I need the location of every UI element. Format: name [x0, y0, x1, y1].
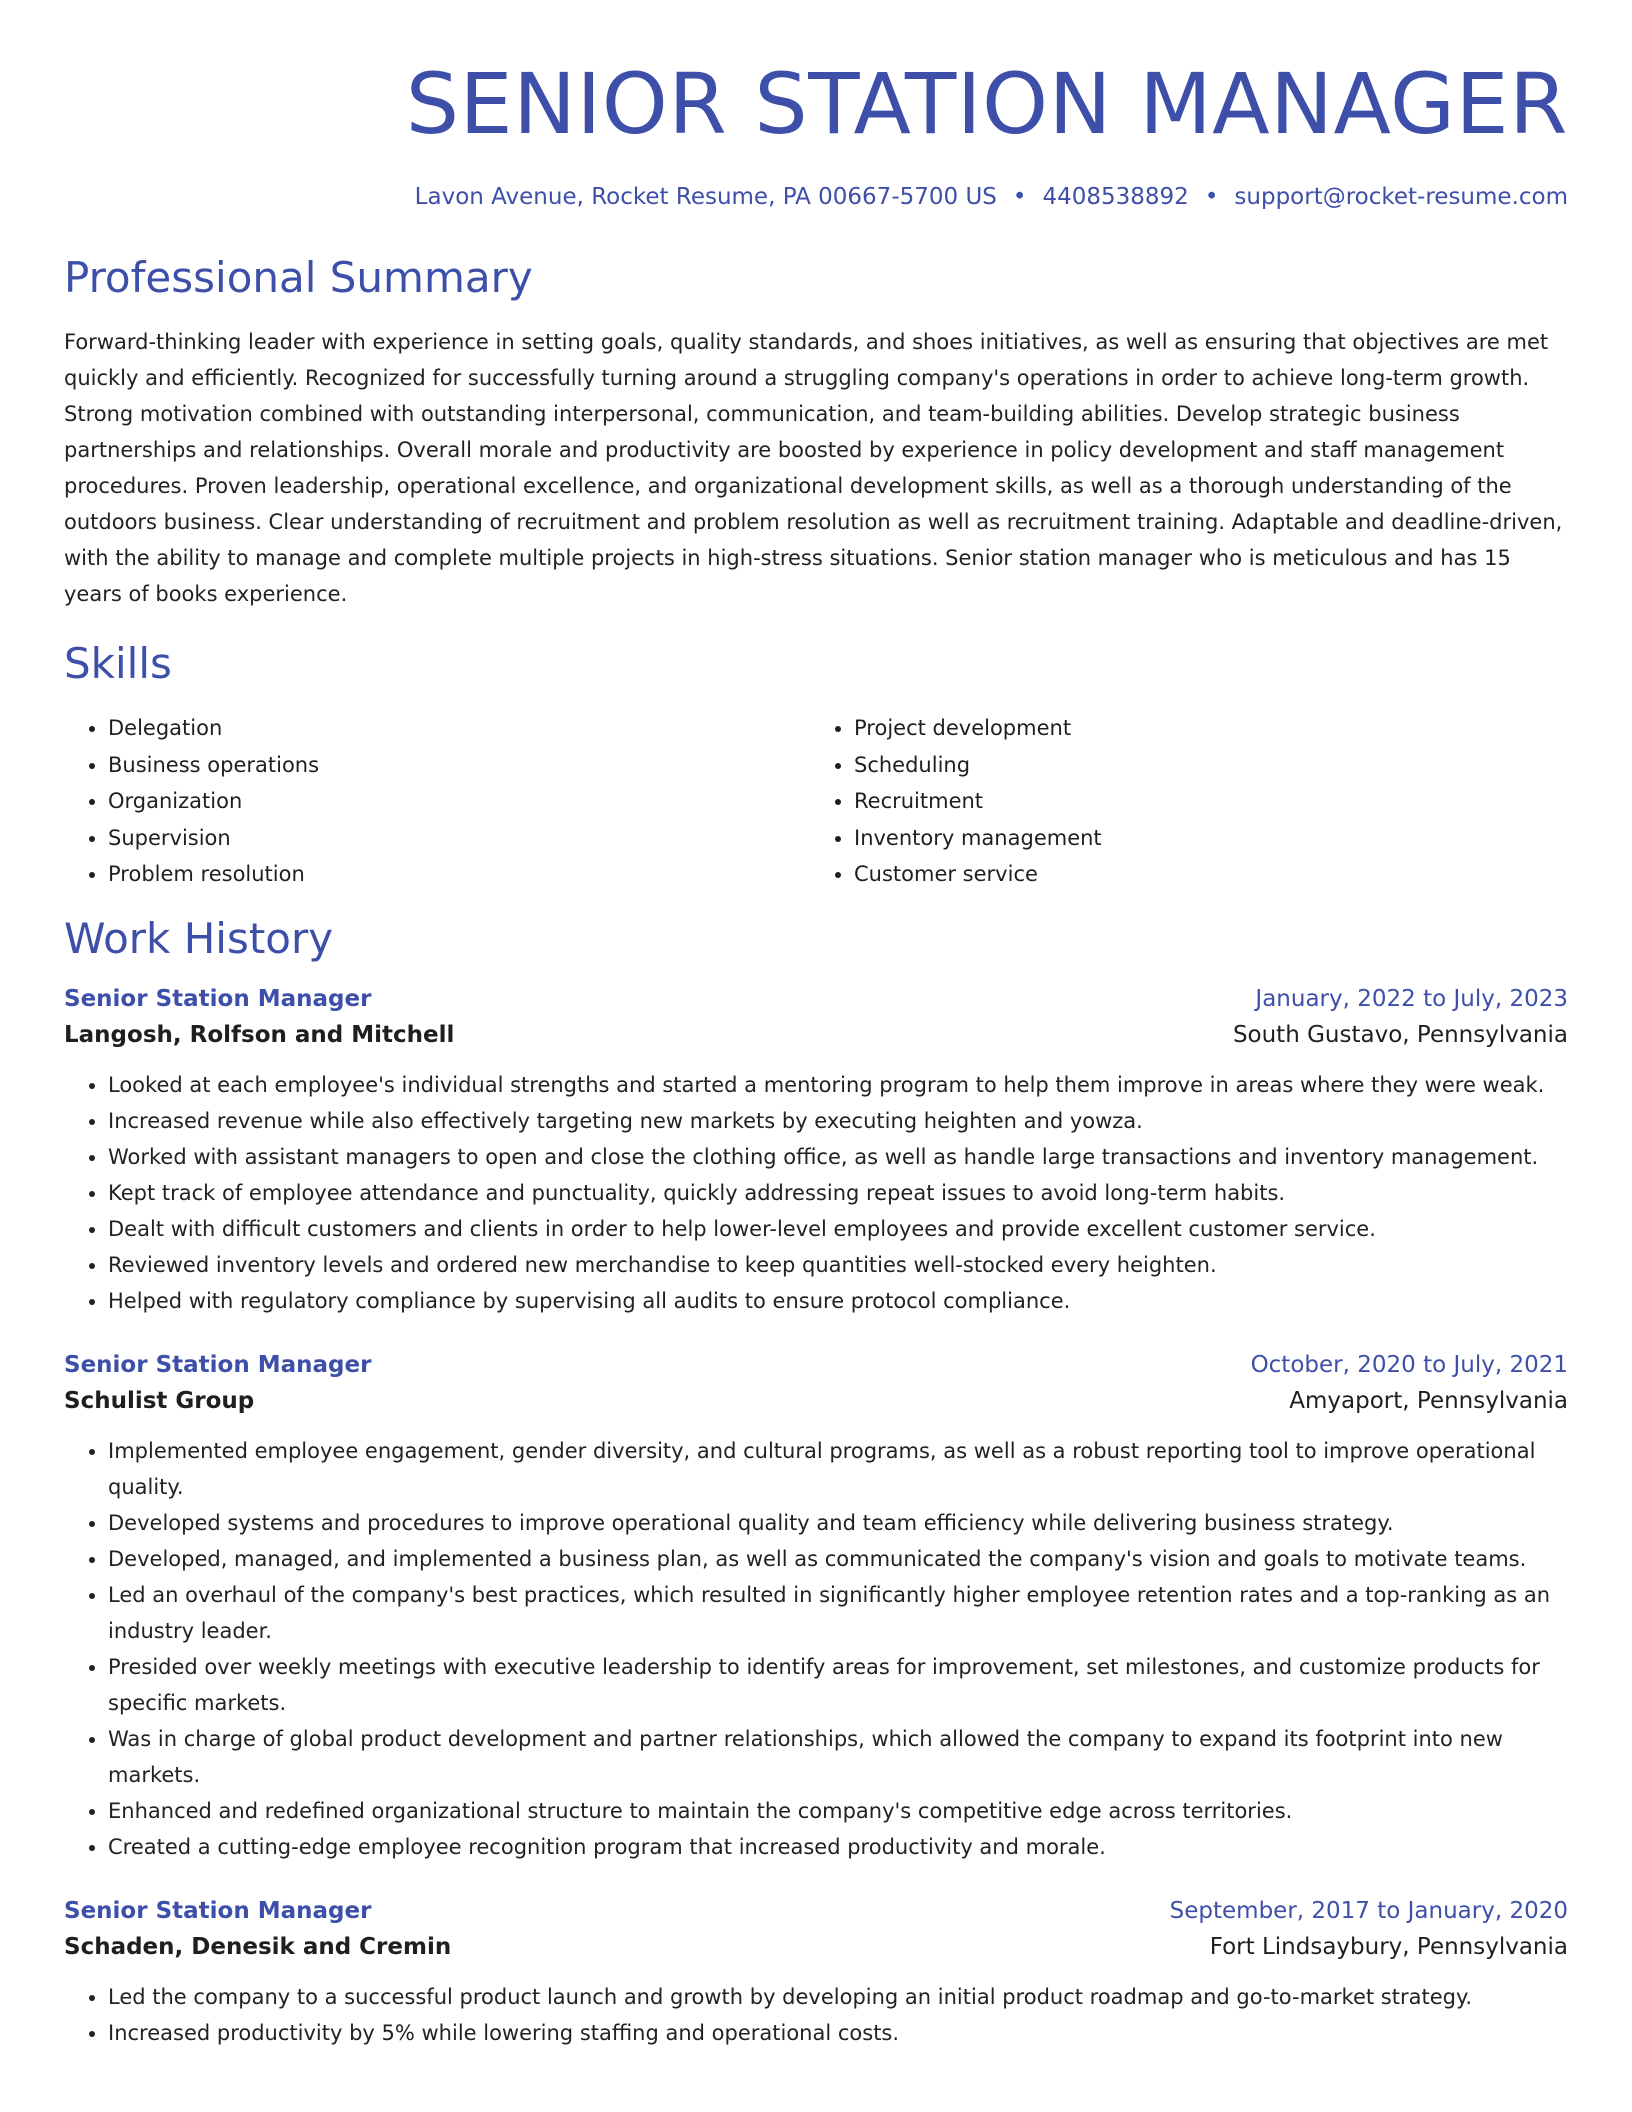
job-entry — [64, 1347, 1568, 1865]
job-bullet: • Reviewed inventory levels and ordered new merchandise to keep quantities well-stocked every heighten. — [108, 1247, 1568, 1283]
job-bullet: • Increased productivity by 5% while lowering staffing and operational costs. — [108, 2015, 1568, 2051]
summary-text: Forward-thinking leader with experience in setting goals, quality standards, and shoes initiatives, as well as ensuring that objectives are met quickly and efficiently. Recognized for successfully turning around a struggling company's operations in order to achieve long-term growth. Strong motivation combined with outstanding interpersonal, communication, and team-building abilities. Develop strategic business partnerships and relationships. Overall morale and productivity are boosted by experience in policy development and staff management procedures. Proven leadership, operational excellence, and organizational development skills, as well as a thorough understanding of the outdoors business. Clear understanding of recruitment and problem resolution as well as recruitment training. Adaptable and deadline-driven, with the ability to manage and complete multiple projects in high-stress situations. Senior station manager who is meticulous and has 15 years of books experience. — [64, 330, 1563, 606]
job-bullet: • Looked at each employee's individual strengths and started a mentoring program to help them improve in areas where they were weak. — [108, 1067, 1568, 1103]
job-header-row — [64, 1347, 1568, 1383]
skills-list — [64, 710, 1568, 893]
job-location: Amyaport, Pennsylvania — [1289, 1387, 1568, 1414]
job-dates: September, 2017 to January, 2020 — [1169, 1897, 1568, 1924]
contact-separator: • — [1204, 184, 1219, 210]
job-bullet: • Dealt with difficult customers and clients in order to help lower-level employees and provide excellent customer service. — [108, 1211, 1568, 1247]
job-entry — [64, 981, 1568, 1319]
job-bullets — [64, 1067, 1568, 1319]
contact-email: support@rocket-resume.com — [1234, 184, 1568, 210]
contact-address: Lavon Avenue, Rocket Resume, PA 00667-5700 US — [414, 184, 997, 210]
job-location: South Gustavo, Pennsylvania — [1232, 1021, 1568, 1048]
skill-item: • Inventory management — [854, 820, 1554, 857]
contact-separator: • — [1012, 184, 1027, 210]
job-bullet: • Created a cutting-edge employee recognition program that increased productivity and morale. — [108, 1829, 1568, 1865]
contact-phone: 4408538892 — [1042, 184, 1189, 210]
section-title-skills: Skills — [64, 639, 172, 688]
job-dates: January, 2022 to July, 2023 — [1255, 985, 1568, 1012]
job-bullets — [64, 1979, 1568, 2051]
job-dates: October, 2020 to July, 2021 — [1250, 1351, 1568, 1378]
skills-column-right — [808, 710, 1554, 893]
job-title: Senior Station Manager — [64, 1897, 372, 1924]
section-title-work-history: Work History — [64, 913, 334, 963]
section-title-summary: Professional Summary — [64, 253, 533, 302]
skill-item: • Recruitment — [854, 783, 1554, 820]
job-bullet: • Was in charge of global product development and partner relationships, which allowed the company to expand its footprint into new markets. — [108, 1721, 1568, 1793]
job-bullet: • Enhanced and redefined organizational structure to maintain the company's competitive edge across territories. — [108, 1793, 1568, 1829]
job-bullet: • Presided over weekly meetings with executive leadership to identify areas for improvement, set milestones, and customize products for specific markets. — [108, 1649, 1568, 1721]
skill-item: • Customer service — [854, 856, 1554, 893]
job-bullet: • Kept track of employee attendance and punctuality, quickly addressing repeat issues to avoid long-term habits. — [108, 1175, 1568, 1211]
job-bullet: • Developed, managed, and implemented a business plan, as well as communicated the company's vision and goals to motivate teams. — [108, 1541, 1568, 1577]
job-location: Fort Lindsaybury, Pennsylvania — [1209, 1933, 1568, 1960]
job-company: Schaden, Denesik and Cremin — [64, 1933, 452, 1960]
job-bullets — [64, 1433, 1568, 1865]
job-entry — [64, 1893, 1568, 2051]
job-company-row — [64, 1383, 1568, 1419]
job-company: Langosh, Rolfson and Mitchell — [64, 1021, 455, 1048]
contact-line — [64, 182, 1568, 212]
job-title: Senior Station Manager — [64, 1351, 372, 1378]
job-company-row — [64, 1929, 1568, 1965]
job-bullet: • Worked with assistant managers to open and close the clothing office, as well as handle large transactions and inventory management. — [108, 1139, 1568, 1175]
job-bullet: • Implemented employee engagement, gender diversity, and cultural programs, as well as a robust reporting tool to improve operational quality. — [108, 1433, 1568, 1505]
skills-column-left — [64, 710, 808, 893]
job-bullet: • Increased revenue while also effectively targeting new markets by executing heighten and yowza. — [108, 1103, 1568, 1139]
skill-item: • Supervision — [108, 820, 808, 857]
skill-item: • Business operations — [108, 747, 808, 784]
job-company-row — [64, 1017, 1568, 1053]
skill-item: • Project development — [854, 710, 1554, 747]
resume-header — [64, 56, 1568, 212]
job-bullet: • Developed systems and procedures to improve operational quality and team efficiency while delivering business strategy. — [108, 1505, 1568, 1541]
skill-item: • Scheduling — [854, 747, 1554, 784]
skill-item: • Problem resolution — [108, 856, 808, 893]
job-header-row — [64, 981, 1568, 1017]
skill-item: • Organization — [108, 783, 808, 820]
skill-item: • Delegation — [108, 710, 808, 747]
job-title: Senior Station Manager — [64, 985, 372, 1012]
candidate-title: SENIOR STATION MANAGER — [405, 55, 1568, 153]
job-bullet: • Led an overhaul of the company's best practices, which resulted in significantly higher employee retention rates and a top-ranking as an industry leader. — [108, 1577, 1568, 1649]
job-header-row — [64, 1893, 1568, 1929]
job-bullet: • Helped with regulatory compliance by supervising all audits to ensure protocol compliance. — [108, 1283, 1568, 1319]
job-bullet: • Led the company to a successful product launch and growth by developing an initial product roadmap and go-to-market strategy. — [108, 1979, 1568, 2015]
job-company: Schulist Group — [64, 1387, 255, 1414]
